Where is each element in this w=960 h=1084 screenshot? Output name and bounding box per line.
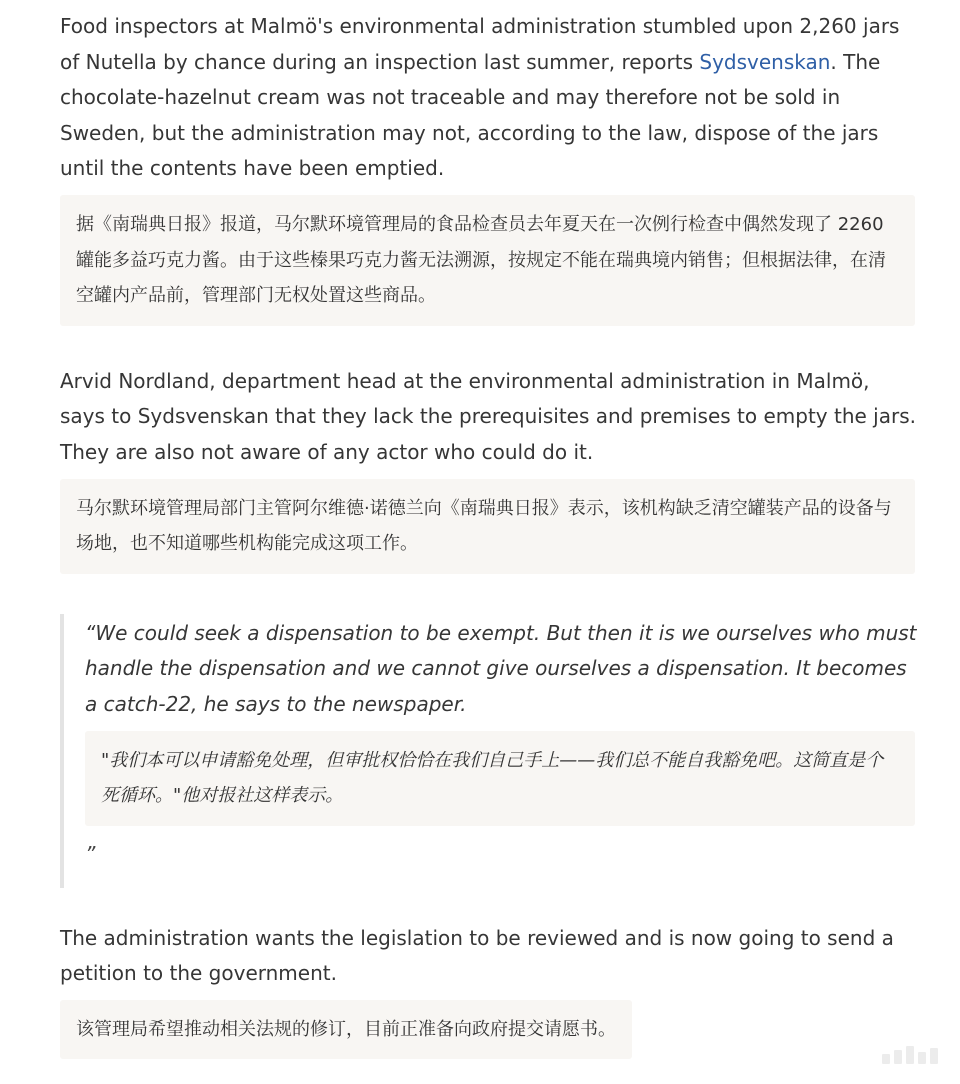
paragraph-en: The administration wants the legislation to be reviewed and is now going to send a petition to the government. xyxy=(60,925,894,986)
watermark-logo xyxy=(882,1046,938,1064)
paragraph-text: . The chocolate-hazelnut cream was not traceable and may therefore not be sold in Sweden, but the administration may not, according to the law, dispose of the jars until the contents have been emptied. xyxy=(60,49,881,181)
translation-text: 据《南瑞典日报》报道，马尔默环境管理局的食品检查员去年夏天在一次例行检查中偶然发现了 2260 罐能多益巧克力酱。由于这些榛果巧克力酱无法溯源，按规定不能在瑞典境内销售；但根据法律，在清空罐内产品前，管理部门无权处置这些商品。 xyxy=(76,213,886,307)
watermark-bar xyxy=(906,1046,914,1064)
watermark-bar xyxy=(930,1048,938,1064)
watermark-bar xyxy=(918,1052,926,1064)
translation-box xyxy=(60,479,915,574)
blockquote xyxy=(60,614,920,888)
quote-translation-box xyxy=(85,731,915,826)
paragraph-en: Arvid Nordland, department head at the environmental administration in Malmö, says to Sydsvenskan that they lack the prerequisites and premises to empty the jars. They are also not aware of any actor who could do it. xyxy=(60,368,916,464)
watermark-bar xyxy=(894,1050,902,1064)
paragraph-en xyxy=(60,9,920,187)
paragraph-text: Food inspectors at Malmö's environmental administration stumbled upon 2,260 jars of Nutella by chance during an inspection last summer, reports xyxy=(60,14,900,74)
sydsvenskan-link[interactable]: Sydsvenskan xyxy=(699,49,831,74)
translation-text: 马尔默环境管理局部门主管阿尔维德·诺德兰向《南瑞典日报》表示，该机构缺乏清空罐装产品的设备与场地，也不知道哪些机构能完成这项工作。 xyxy=(76,497,892,555)
quote-translation-text: "我们本可以申请豁免处理，但审批权恰恰在我们自己手上——我们总不能自我豁免吧。这简直是个死循环。"他对报社这样表示。 xyxy=(101,749,884,807)
translation-text: 该管理局希望推动相关法规的修订，目前正准备向政府提交请愿书。 xyxy=(76,1018,616,1040)
watermark-bar xyxy=(882,1054,890,1064)
quote-close-mark: ” xyxy=(85,841,96,866)
quote-text-en: “We could seek a dispensation to be exempt. But then it is we ourselves who must handle the dispensation and we cannot give ourselves a dispensation. It becomes a catch-22, he says to the newspaper. xyxy=(85,620,917,716)
article-body xyxy=(60,0,920,1059)
translation-box xyxy=(60,1000,632,1060)
translation-box xyxy=(60,195,915,326)
